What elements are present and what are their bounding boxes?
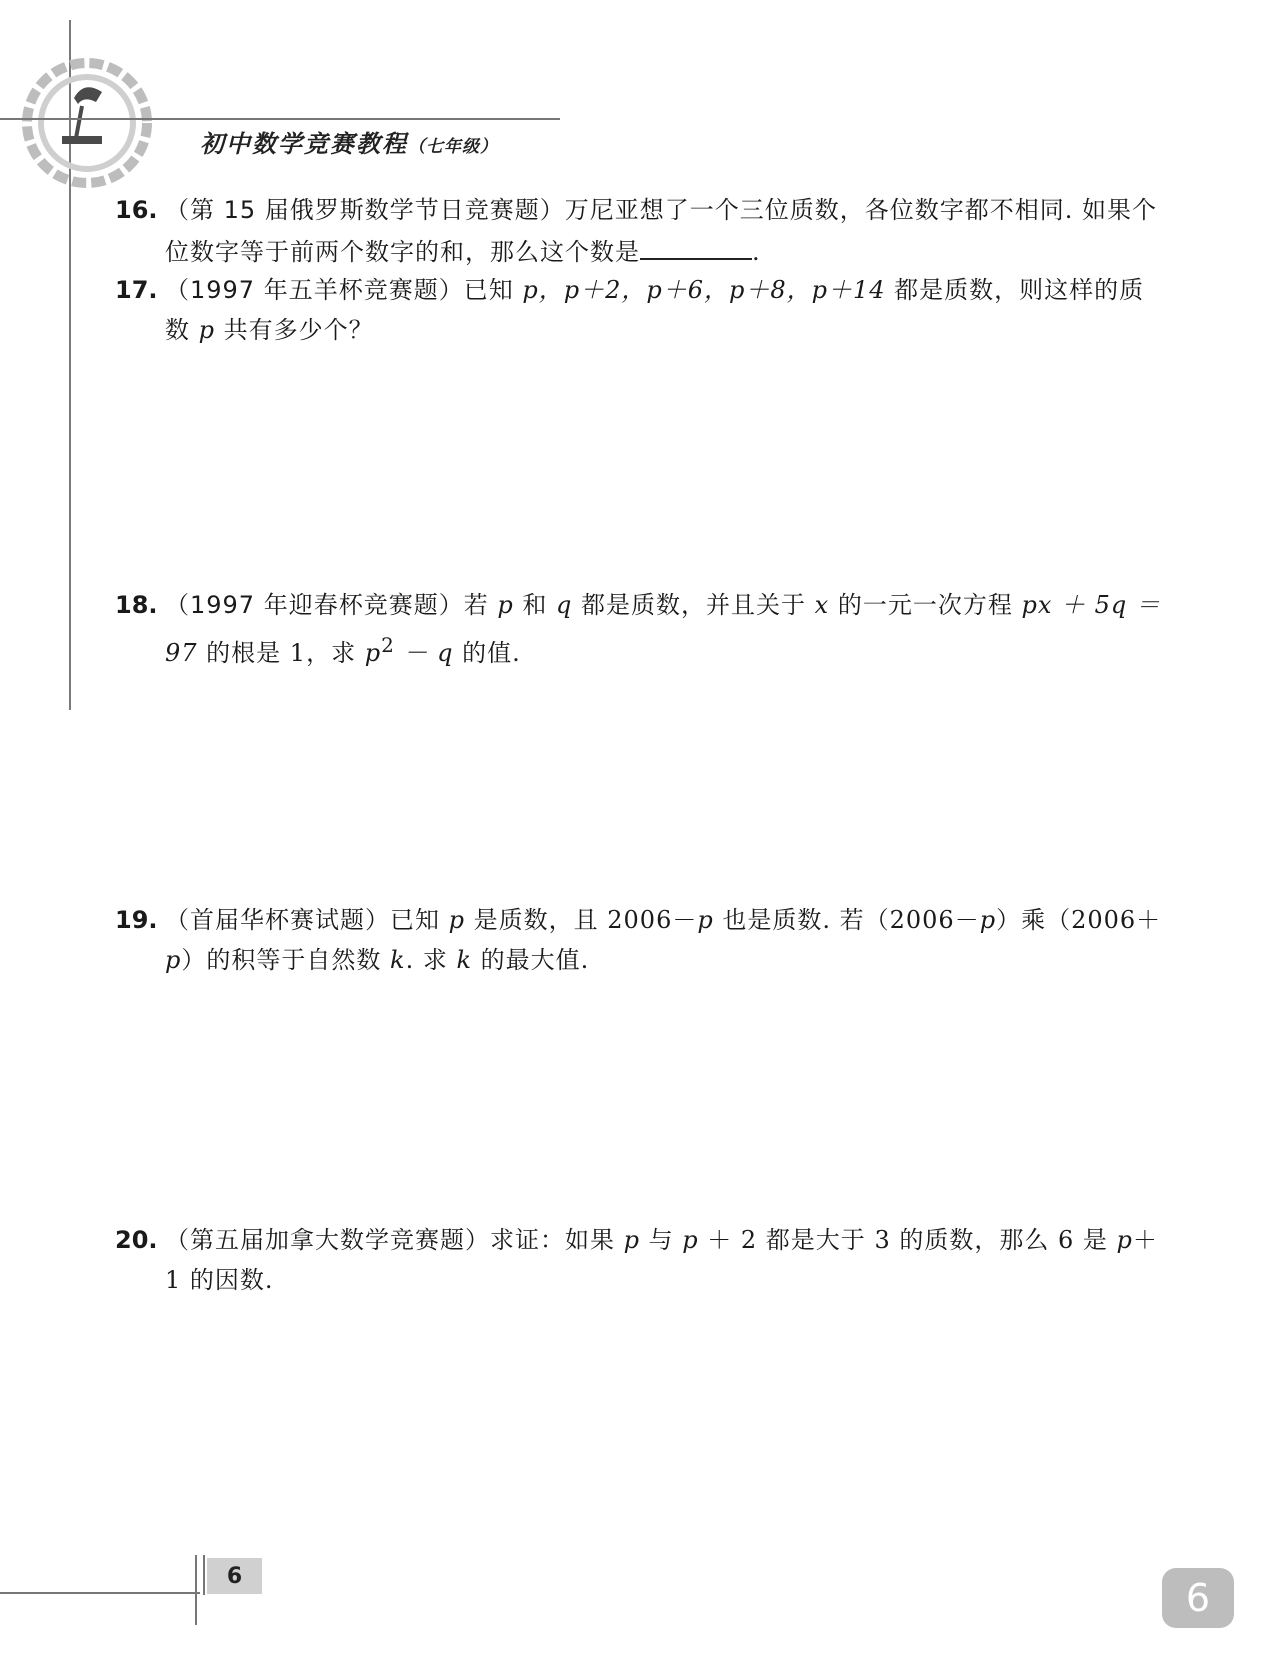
problem-source: （第五届加拿大数学竞赛题）: [165, 1226, 490, 1254]
header-rule: [0, 118, 560, 120]
lamp-emblem-icon: [22, 58, 152, 188]
problem-18: [115, 585, 1165, 673]
problem-text: （1997 年迎春杯竞赛题）若 p 和 q 都是质数，并且关于 x 的一元一次方程 px ＋ 5q ＝ 97 的根是 1，求 $p^2 - q$ 的值.: [165, 591, 1161, 667]
problem-text: （第 15 届俄罗斯数学节日竞赛题）万尼亚想了一个三位质数，各位数字都不相同. 如果个位数字等于前两个数字的和，那么这个数是 .: [165, 196, 1158, 266]
problem-text: （1997 年五羊杯竞赛题）已知 p，p＋2，p＋6，p＋8，p＋14 都是质数，则这样的质数 p 共有多少个？: [165, 276, 1145, 344]
book-title-text: 初中数学竞赛教程: [200, 130, 408, 158]
problem-source: （首届华杯赛试题）: [165, 906, 390, 934]
problem-16: [115, 190, 1165, 272]
footer-rule-vertical: [203, 1555, 205, 1595]
problem-text: （首届华杯赛试题）已知 p 是质数，且 2006－p 也是质数. 若（2006－p）乘（2006＋p）的积等于自然数 k. 求 k 的最大值.: [165, 906, 1162, 974]
footer-rule-vertical: [195, 1555, 197, 1625]
footer-rule: [0, 1592, 200, 1594]
problem-source: （第 15 届俄罗斯数学节日竞赛题）: [165, 196, 565, 224]
problem-number: 19.: [115, 906, 158, 934]
problem-text: （第五届加拿大数学竞赛题）求证：如果 p 与 p ＋ 2 都是大于 3 的质数，那么 6 是 p＋1 的因数.: [165, 1226, 1158, 1294]
problem-number: 18.: [115, 591, 158, 619]
problem-source: （1997 年迎春杯竞赛题）: [165, 591, 464, 619]
problem-number: 16.: [115, 196, 158, 224]
book-title: [200, 124, 498, 159]
problem-17: [115, 270, 1165, 350]
problem-source: （1997 年五羊杯竞赛题）: [165, 276, 464, 304]
page-number: 6: [207, 1558, 262, 1594]
problem-19: [115, 900, 1165, 980]
problem-20: [115, 1220, 1165, 1300]
book-grade: （七年级）: [408, 137, 498, 157]
answer-blank: [640, 230, 752, 260]
problem-number: 17.: [115, 276, 158, 304]
problem-number: 20.: [115, 1226, 158, 1254]
page-badge: 6: [1162, 1568, 1234, 1628]
